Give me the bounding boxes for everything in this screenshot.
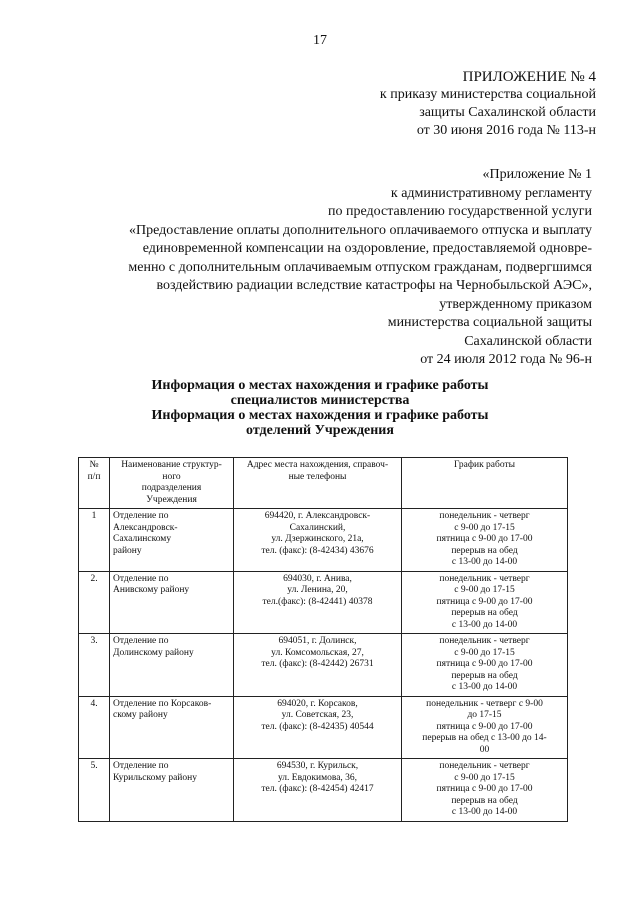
cell-text: ул. Ленина, 20, — [287, 585, 348, 595]
reglament-line: министерства социальной защиты — [387, 315, 592, 330]
cell-text: ул. Дзержинского, 21а, — [271, 534, 364, 544]
header-text: п/п — [87, 471, 101, 482]
row-name — [110, 571, 234, 634]
header-text: График работы — [453, 460, 516, 470]
cell-text: понедельник - четверг — [439, 573, 530, 584]
appendix-title: ПРИЛОЖЕНИЕ № 4 — [462, 69, 596, 85]
cell-text: 694051, г. Долинск, — [278, 636, 357, 646]
cell-text: 694030, г. Анива, — [283, 573, 352, 584]
reglament-line: от 24 июля 2012 года № 96-н — [420, 352, 592, 367]
header-text: Наименование структур- — [121, 460, 222, 470]
row-num: 4. — [79, 696, 110, 759]
header-num — [79, 458, 110, 509]
row-schedule — [402, 696, 568, 759]
cell-text: понедельник - четверг — [439, 511, 530, 521]
table-row — [79, 571, 568, 634]
reglament-line: «Предоставление оплаты дополнительного оплачиваемого отпуска и выплату — [129, 222, 592, 238]
cell-text: с 9-00 до 17-15 — [454, 522, 515, 533]
cell-text: 00 — [479, 744, 490, 755]
cell-text: понедельник - четверг с 9-00 — [426, 698, 543, 709]
header-text: Учреждения — [146, 494, 197, 505]
cell-text: до 17-15 — [467, 710, 502, 720]
row-name — [110, 509, 234, 572]
row-schedule — [402, 759, 568, 822]
header-text: подразделения — [141, 483, 202, 493]
cell-text: пятница с 9-00 до 17-00 — [436, 596, 533, 607]
section-heading — [0, 378, 640, 438]
table-row — [79, 634, 568, 697]
cell-text: тел. (факс): (8-42434) 43676 — [261, 545, 374, 556]
offices-table — [78, 457, 568, 822]
cell-text: с 9-00 до 17-15 — [454, 647, 515, 658]
cell-text: тел. (факс): (8-42454) 42417 — [261, 784, 374, 794]
cell-text: Отделение по — [113, 511, 169, 521]
cell-text: Отделение по — [113, 573, 169, 584]
table-row — [79, 509, 568, 572]
table-row — [79, 696, 568, 759]
cell-text: понедельник - четверг — [439, 761, 530, 771]
cell-text: тел. (факс): (8-42442) 26731 — [261, 659, 374, 669]
heading-line: Информация о местах нахождения и графике работы — [151, 408, 489, 423]
cell-text: тел.(факс): (8-42441) 40378 — [262, 596, 373, 607]
reglament-block — [128, 166, 592, 370]
cell-text: пятница с 9-00 до 17-00 — [436, 784, 533, 794]
cell-text: с 13-00 до 14-00 — [451, 619, 518, 630]
reglament-line: к административному регламенту — [390, 185, 592, 201]
cell-text: району — [113, 545, 142, 556]
cell-text: пятница с 9-00 до 17-00 — [436, 534, 533, 544]
reglament-line: утвержденному приказом — [439, 296, 592, 312]
heading-line: Информация о местах нахождения и графике работы — [151, 378, 489, 393]
cell-text: с 9-00 до 17-15 — [454, 772, 515, 783]
reglament-line: менно с дополнительным оплачиваемым отпуском гражданам, подвергшимся — [128, 259, 592, 275]
cell-text: перерыв на обед — [451, 608, 518, 618]
row-address — [234, 571, 402, 634]
cell-text: 694020, г. Корсаков, — [277, 698, 358, 709]
cell-text: пятница с 9-00 до 17-00 — [436, 659, 533, 669]
reglament-line: по предоставлению государственной услуги — [328, 204, 592, 219]
appendix-line: от 30 июня 2016 года № 113-н — [416, 123, 596, 138]
row-name — [110, 634, 234, 697]
appendix-line: к приказу министерства социальной — [379, 87, 596, 102]
appendix-line: защиты Сахалинской области — [419, 105, 596, 120]
cell-text: ул. Евдокимова, 36, — [277, 772, 358, 783]
cell-text: Отделение по — [113, 761, 169, 771]
cell-text: 694530, г. Курильск, — [276, 761, 359, 771]
cell-text: перерыв на обед — [451, 670, 518, 681]
header-schedule — [402, 458, 568, 509]
header-address — [234, 458, 402, 509]
header-text: ные телефоны — [288, 471, 347, 482]
row-num: 5. — [79, 759, 110, 822]
heading-line: специалистов министерства — [230, 393, 410, 408]
cell-text: с 9-00 до 17-15 — [454, 585, 515, 595]
cell-text: перерыв на обед с 13-00 до 14- — [422, 733, 547, 743]
cell-text: с 13-00 до 14-00 — [451, 682, 518, 692]
reglament-line: единовременной компенсации на оздоровление, предоставляемой одновре- — [142, 241, 592, 256]
header-text: ного — [162, 471, 181, 482]
cell-text: понедельник - четверг — [439, 636, 530, 646]
reglament-line: «Приложение № 1 — [482, 167, 592, 182]
cell-text: тел. (факс): (8-42435) 40544 — [261, 721, 374, 732]
cell-text: Анивскому району — [113, 585, 190, 595]
row-num: 1 — [79, 509, 110, 572]
row-num: 3. — [79, 634, 110, 697]
cell-text: Сахалинскому — [113, 534, 172, 544]
cell-text: скому району — [113, 710, 168, 720]
table-header-row — [79, 458, 568, 509]
header-text: № — [89, 460, 99, 470]
cell-text: с 13-00 до 14-00 — [451, 557, 518, 567]
row-address — [234, 634, 402, 697]
cell-text: Курильскому району — [113, 772, 197, 783]
heading-line: отделений Учреждения — [246, 423, 394, 438]
cell-text: перерыв на обед — [451, 795, 518, 806]
row-name — [110, 696, 234, 759]
cell-text: перерыв на обед — [451, 545, 518, 556]
cell-text: Долинскому району — [113, 647, 194, 658]
cell-text: Сахалинский, — [289, 522, 346, 533]
header-text: Адрес места нахождения, справоч- — [246, 460, 389, 470]
row-schedule — [402, 634, 568, 697]
table-row — [79, 759, 568, 822]
reglament-line: воздействию радиации вследствие катастрофы на Чернобыльской АЭС», — [156, 278, 592, 293]
cell-text: 694420, г. Александровск- — [264, 511, 371, 521]
row-schedule — [402, 571, 568, 634]
row-schedule — [402, 509, 568, 572]
row-num: 2. — [79, 571, 110, 634]
header-name — [110, 458, 234, 509]
cell-text: Александровск- — [113, 522, 178, 533]
cell-text: ул. Комсомольская, 27, — [271, 647, 364, 658]
cell-text: пятница с 9-00 до 17-00 — [436, 721, 533, 732]
cell-text: Отделение по — [113, 636, 169, 646]
cell-text: с 13-00 до 14-00 — [451, 807, 518, 817]
row-address — [234, 759, 402, 822]
page-number: 17 — [313, 33, 327, 48]
appendix-block — [380, 68, 596, 140]
cell-text: ул. Советская, 23, — [281, 710, 354, 720]
row-name — [110, 759, 234, 822]
row-address — [234, 509, 402, 572]
reglament-line: Сахалинской области — [464, 333, 592, 349]
row-address — [234, 696, 402, 759]
cell-text: Отделение по Корсаков- — [113, 698, 212, 709]
